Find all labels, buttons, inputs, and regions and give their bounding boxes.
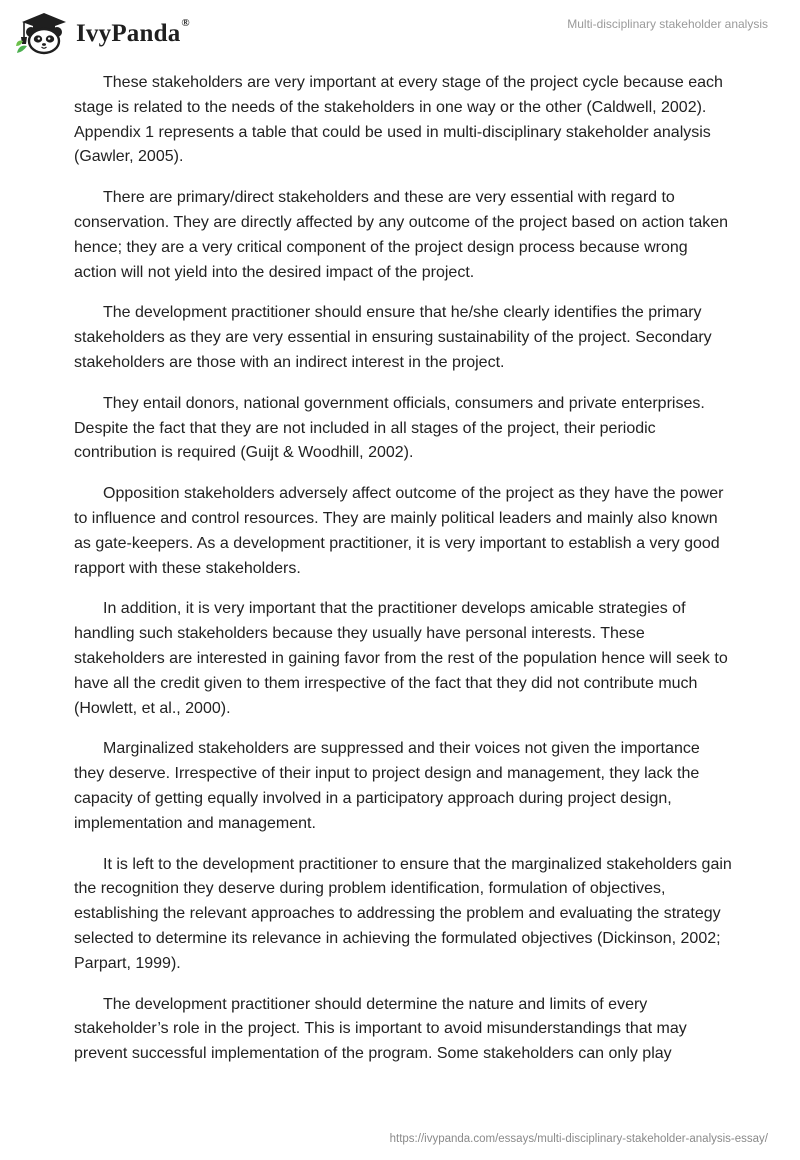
brand-name-text: IvyPanda [76, 20, 181, 47]
essay-body [74, 71, 734, 1083]
paragraph: The development practitioner should ensure that he/she clearly identifies the primary stakeholders as they are very essential in ensuring sustainability of the project. Secondary stakeholders are those with an indirect interest in the project. [74, 304, 712, 371]
panda-graduation-cap-icon [14, 10, 70, 56]
paragraph: Opposition stakeholders adversely affect outcome of the project as they have the power to influence and control resources. They are mainly political leaders and mainly also known as gate-keepers. As a development practitioner, it is very important to establish a very good rapport with these stakeholders. [74, 485, 724, 577]
brand-name [76, 16, 190, 48]
brand-logo[interactable] [14, 10, 190, 56]
paragraph: Marginalized stakeholders are suppressed and their voices not given the importance they deserve. Irrespective of their input to project design and management, they lack the capacity of getting equally involved in a participatory approach during project design, implementation and management. [74, 740, 700, 832]
paragraph: It is left to the development practitioner to ensure that the marginalized stakeholders gain the recognition they deserve during problem identification, formulation of objectives, establishing the relevant approaches to addressing the problem and evaluating the strategy selected to determine its relevance in achieving the formulated objectives (Dickinson, 2002; Parpart, 1999). [74, 855, 732, 972]
paragraph: There are primary/direct stakeholders and these are very essential with regard to conservation. They are directly affected by any outcome of the project based on action taken hence; they are a very critical component of the project design process because wrong action will not yield into the desired impact of the project. [74, 189, 729, 281]
page-header [0, 0, 800, 64]
document-title: Multi-disciplinary stakeholder analysis [567, 17, 768, 31]
paragraph: In addition, it is very important that the practitioner develops amicable strategies of handling such stakeholders because they usually have personal interests. These stakeholders are interested in gaining favor from the rest of the population hence will seek to have all the credit given to them irrespective of the fact that they did not contribute much (Howlett, et al., 2000). [74, 600, 728, 717]
paragraph: The development practitioner should determine the nature and limits of every stakeholder’s role in the project. This is important to avoid misunderstandings that may prevent successful implementation of the program. Some stakeholders can only play [74, 995, 687, 1063]
registered-mark: ® [181, 16, 190, 29]
paragraph: They entail donors, national government officials, consumers and private enterprises. Despite the fact that they are not included in all stages of the project, their periodic contribution is required (Guijt & Woodhill, 2002). [74, 394, 705, 462]
paragraph: These stakeholders are very important at every stage of the project cycle because each stage is related to the needs of the stakeholders in one way or the other (Caldwell, 2002). Appendix 1 represents a table that could be used in multi-disciplinary stakeholder analysis (Gawler, 2005). [74, 74, 723, 166]
source-url[interactable]: https://ivypanda.com/essays/multi-disciplinary-stakeholder-analysis-essay/ [389, 1133, 768, 1145]
